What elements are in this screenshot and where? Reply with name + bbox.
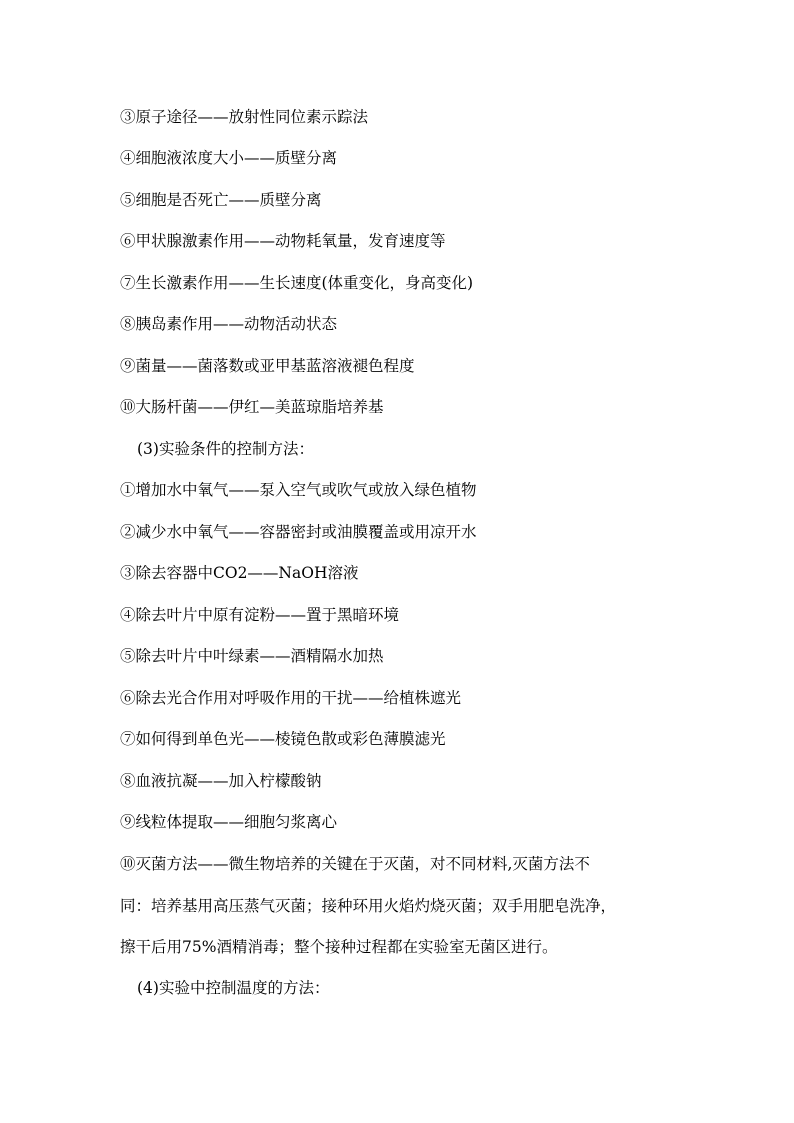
section-heading: (3)实验条件的控制方法：: [137, 440, 314, 458]
text-line: ⑥甲状腺激素作用——动物耗氧量，发育速度等: [120, 232, 446, 250]
text-line: ⑦生长激素作用——生长速度(体重变化，身高变化): [120, 274, 474, 292]
text-line: ⑤除去叶片中叶绿素——酒精隔水加热: [120, 647, 384, 665]
text-line: ⑥除去光合作用对呼吸作用的干扰——给植株遮光: [120, 689, 462, 707]
text-line: ③除去容器中CO2——NaOH溶液: [120, 564, 359, 582]
text-line: ⑩大肠杆菌——伊红—美蓝琼脂培养基: [120, 398, 384, 416]
text-line: ④除去叶片中原有淀粉——置于黑暗环境: [120, 606, 400, 624]
text-line: ⑨菌量——菌落数或亚甲基蓝溶液褪色程度: [120, 357, 415, 375]
text-line: ⑧血液抗凝——加入柠檬酸钠: [120, 772, 322, 790]
text-line: ②减少水中氧气——容器密封或油膜覆盖或用凉开水: [120, 523, 477, 541]
section-heading: (4)实验中控制温度的方法：: [137, 979, 330, 997]
text-line: ①增加水中氧气——泵入空气或吹气或放入绿色植物: [120, 481, 477, 499]
text-line: ③原子途径——放射性同位素示踪法: [120, 108, 369, 126]
paragraph-line: ⑩灭菌方法——微生物培养的关键在于灭菌，对不同材料,灭菌方法不: [120, 855, 590, 873]
text-line: ④细胞液浓度大小——质壁分离: [120, 149, 338, 167]
paragraph-line: 同：培养基用高压蒸气灭菌；接种环用火焰灼烧灭菌；双手用肥皂洗净，: [120, 896, 617, 915]
paragraph-line: 擦干后用75%酒精消毒；整个接种过程都在实验室无菌区进行。: [120, 938, 558, 956]
text-line: ⑨线粒体提取——细胞匀浆离心: [120, 813, 338, 831]
text-line: ⑦如何得到单色光——棱镜色散或彩色薄膜滤光: [120, 730, 446, 748]
text-line: ⑧胰岛素作用——动物活动状态: [120, 315, 338, 333]
text-line: ⑤细胞是否死亡——质壁分离: [120, 191, 322, 209]
sterilization-paragraph: [120, 854, 680, 979]
